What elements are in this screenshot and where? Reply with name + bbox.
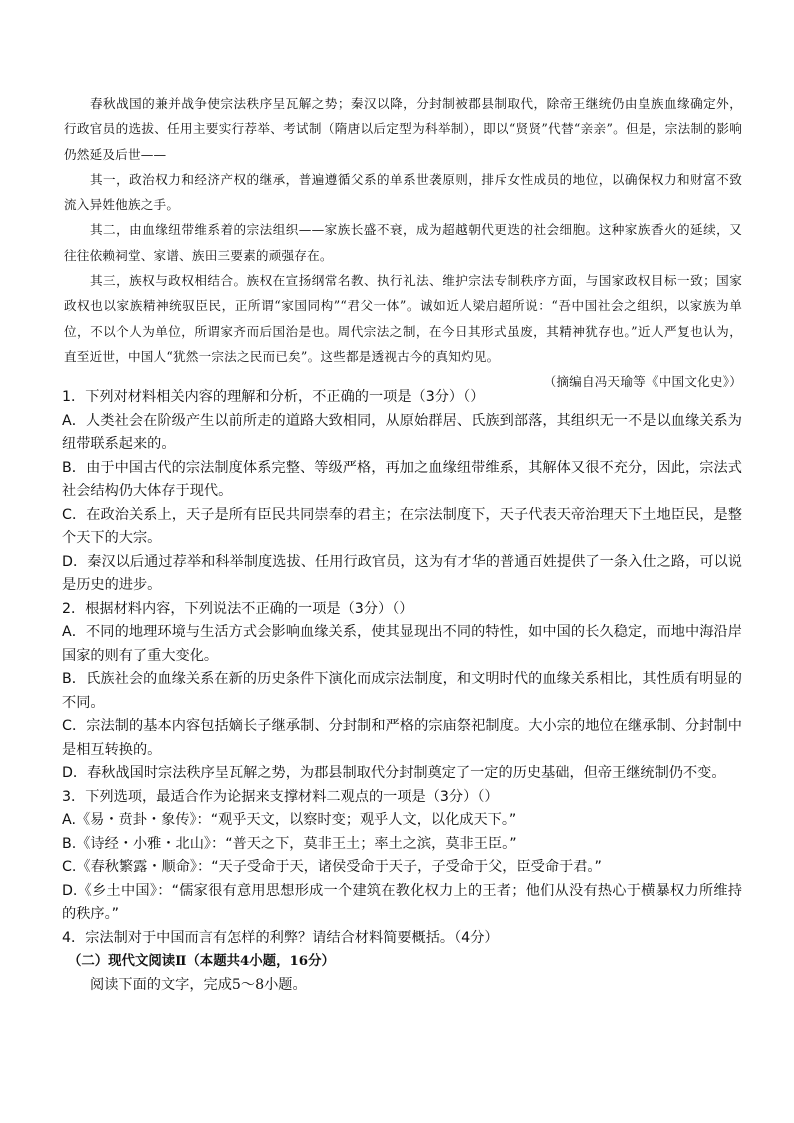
question-2-option-a: A．不同的地理环境与生活方式会影响血缘关系，使其显现出不同的特性，如中国的长久稳定，而地中海沿岸国家的则有了重大变化。 [62,624,742,664]
question-1-option-a: A．人类社会在阶级产生以前所走的道路大致相同，从原始群居、氏族到部落，其组织无一不是以血缘关系为纽带联系起来的。 [62,412,742,452]
question-1-option-c: C．在政治关系上，天子是所有臣民共同崇奉的君主；在宗法制度下，天子代表天帝治理天下土地臣民，是整个天下的大宗。 [62,506,742,546]
section-heading: （二）现代文阅读Ⅱ（本题共4小题，16分） [68,953,335,969]
passage-paragraph-1: 春秋战国的兼并战争使宗法秩序呈瓦解之势；秦汉以降，分封制被郡县制取代，除帝王继统仍由皇族血缘确定外，行政官员的选拔、任用主要实行荐举、考试制（隋唐以后定型为科举制），即以“贤贤”代替“亲亲”。但是，宗法制的影响仍然延及后世—— [64,96,742,162]
passage-paragraph-4: 其三，族权与政权相结合。族权在宣扬纲常名教、执行礼法、维护宗法专制秩序方面，与国家政权目标一致；国家政权也以家族精神统驭臣民，正所谓“家国同构”“君父一体”。诚如近人梁启超所说：“吾中国社会之组织，以家族为单位，不以个人为单位，所谓家齐而后国治是也。周代宗法之制，在今日其形式虽废，其精神犹存也。”近人严复也认为，直至近世，中国人“犹然一宗法之民而已矣”。这些都是透视古今的真知灼见。 [64,273,742,364]
question-2-option-d: D．春秋战国时宗法秩序呈瓦解之势，为郡县制取代分封制奠定了一定的历史基础，但帝王继统制仍不变。 [62,765,726,781]
question-2-option-c: C．宗法制的基本内容包括嫡长子继承制、分封制和严格的宗庙祭祀制度。大小宗的地位在继承制、分封制中是相互转换的。 [62,718,742,758]
question-2-option-b: B．氏族社会的血缘关系在新的历史条件下演化而成宗法制度，和文明时代的血缘关系相比，其性质有明显的不同。 [62,671,742,711]
reading-passage [64,91,742,395]
question-1-option-d: D．秦汉以后通过荐举和科举制度选拔、任用行政官员，这为有才华的普通百姓提供了一条入仕之路，可以说是历史的进步。 [62,553,742,593]
question-3-option-a: A.《易・贲卦・象传》：“观乎天文，以察时变；观乎人文，以化成天下。” [62,812,517,828]
question-3-option-c: C.《春秋繁露・顺命》：“天子受命于天，诸侯受命于天子，子受命于父，臣受命于君。” [62,859,602,875]
question-3-stem: 3．下列选项，最适合作为论据来支撑材料二观点的一项是（3分）（） [62,788,499,805]
question-1-stem: 1．下列对材料相关内容的理解和分析，不正确的一项是（3分）（） [62,389,485,405]
passage-paragraph-3: 其二，由血缘纽带维系着的宗法组织——家族长盛不衰，成为超越朝代更迭的社会细胞。这种家族香火的延续，又往往依赖祠堂、家谱、族田三要素的顽强存在。 [64,222,742,263]
section-intro: 阅读下面的文字，完成5～8小题。 [90,976,307,993]
passage-source: （摘编自冯天瑜等《中国文化史》） [543,374,742,390]
questions-block [62,386,742,997]
question-2-stem: 2．根据材料内容，下列说法不正确的一项是（3分）（） [62,600,414,617]
question-1-option-b: B．由于中国古代的宗法制度体系完整、等级严格，再加之血缘纽带维系，其解体又很不充分，因此，宗法式社会结构仍大体存于现代。 [62,459,742,499]
question-4-stem: 4．宗法制对于中国而言有怎样的利弊？请结合材料简要概括。（4分） [62,929,499,946]
passage-paragraph-2: 其一，政治权力和经济产权的继承，普遍遵循父系的单系世袭原则，排斥女性成员的地位，以确保权力和财富不致流入异姓他族之手。 [64,171,742,213]
question-3-option-b: B.《诗经・小雅・北山》：“普天之下，莫非王土；率土之滨，莫非王臣。” [62,835,517,852]
question-3-option-d: D.《乡土中国》：“儒家很有意用思想形成一个建筑在教化权力上的王者；他们从没有热心于横暴权力所维持的秩序。” [62,882,742,922]
